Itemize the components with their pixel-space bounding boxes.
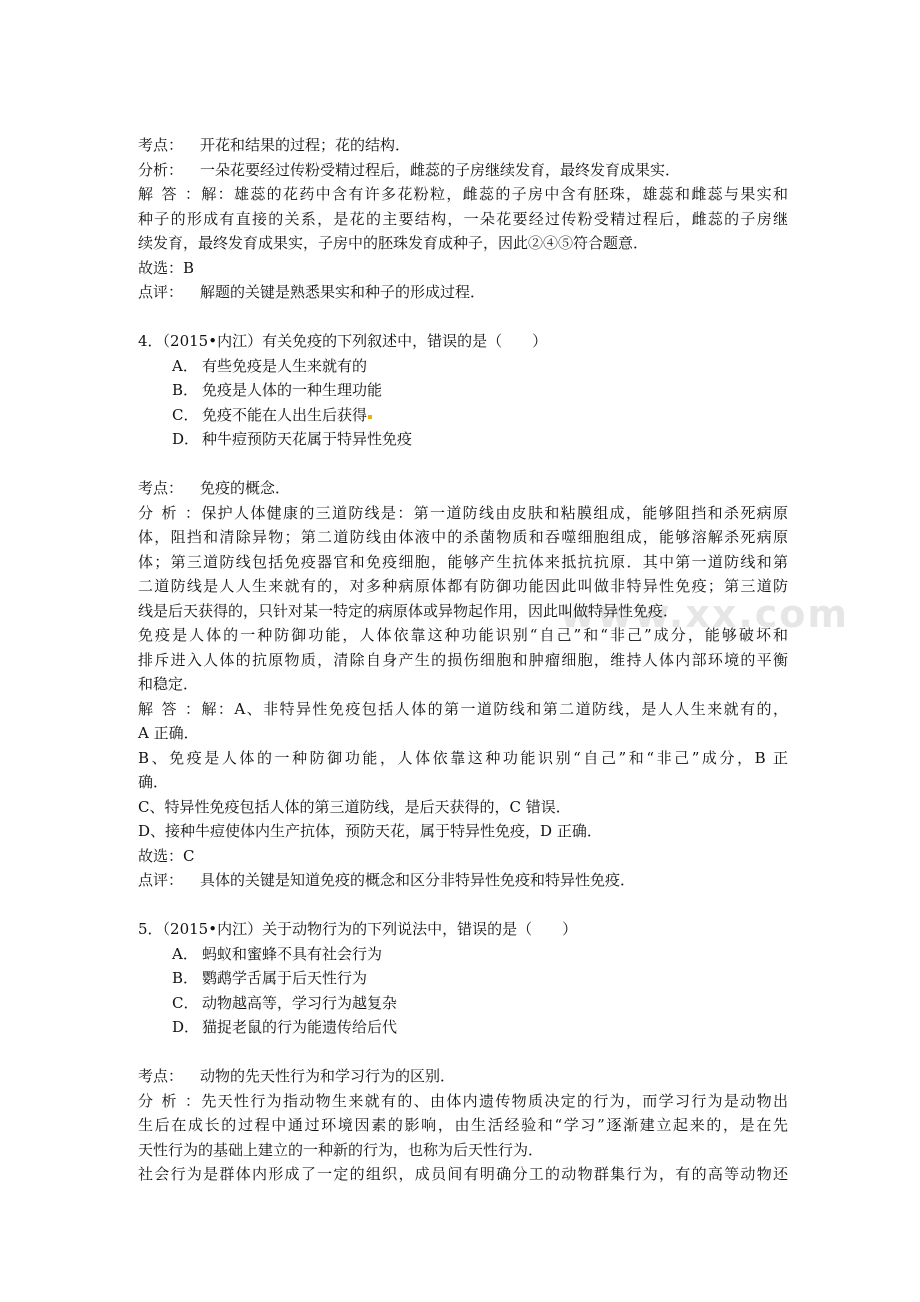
q5-option-d: D． 猫捉老鼠的行为能遗传给后代: [172, 1018, 398, 1036]
document-page: [138, 133, 788, 1187]
q5-option-a: A． 蚂蚁和蜜蜂不具有社会行为: [172, 944, 383, 963]
q5-fenxi-line: 生后在成长的过程中通过环境因素的影响，由生活经验和“学习”逐渐建立起来的，是在先: [138, 1116, 788, 1134]
q3-jieda-line: 种子的形成有直接的关系，是花的主要结构，一朵花要经过传粉受精过程后，雌蕊的子房继: [138, 209, 788, 228]
watermark: www.xx.com: [560, 592, 850, 636]
q5-option-b: B． 鹦鹉学舌属于后天性行为: [172, 969, 368, 987]
q3-dianping: 点评： 解题的关键是熟悉果实和种子的形成过程．: [138, 283, 486, 301]
q3-kaodian: 考点： 开花和结果的过程；花的结构．: [138, 136, 411, 154]
q5-fenxi-line: 社会行为是群体内形成了一定的组织，成员间有明确分工的动物群集行为，有的高等动物还: [138, 1165, 788, 1183]
q4-fenxi-line: 二道防线是人人生来就有的，对多种病原体都有防御功能因此叫做非特异性免疫；第三道防: [138, 577, 788, 595]
q3-jieda-line: 续发育，最终发育成果实，子房中的胚珠发育成种子，因此②④⑤符合题意．: [138, 234, 649, 252]
q4-fenxi-line: 和稳定．: [138, 675, 199, 693]
q5-kaodian: 考点： 动物的先天性行为和学习行为的区别．: [138, 1067, 456, 1085]
q4-jieda-line: B、免疫是人体的一种防御功能，人体依靠这种功能识别“自己”和“非己”成分，B 正: [138, 748, 788, 767]
q4-jieda-line: C、特异性免疫包括人体的第三道防线，是后天获得的，C 错误．: [138, 797, 571, 816]
q3-guxuan: 故选：B: [138, 258, 195, 277]
q5-fenxi-line: 天性行为的基础上建立的一种新的行为，也称为后天性行为．: [138, 1140, 544, 1159]
q3-jieda-line: 解答：解：雄蕊的花药中含有许多花粉粒，雌蕊的子房中含有胚珠，雄蕊和雌蕊与果实和: [138, 185, 788, 203]
q4-option-a: A． 有些免疫是人生来就有的: [172, 356, 368, 375]
q4-jieda-line: D、接种牛痘使体内生产抗体，预防天花，属于特异性免疫，D 正确．: [138, 822, 602, 840]
q4-dianping: 点评： 具体的关键是知道免疫的概念和区分非特异性免疫和特异性免疫．: [138, 871, 636, 889]
q4-fenxi-line: 线是后天获得的，只针对某一特定的病原体或异物起作用，因此叫做特异性免疫．: [138, 601, 679, 620]
q5-option-c: C． 动物越高等，学习行为越复杂: [172, 993, 398, 1012]
marker-dot-icon: [368, 415, 372, 419]
q3-fenxi: 分析： 一朵花要经过传粉受精过程后，雌蕊的子房继续发育，最终发育成果实．: [138, 160, 681, 179]
q4-fenxi-line: 体，阻挡和清除异物；第二道防线由体液中的杀菌物质和吞噬细胞组成，能够溶解杀死病原: [138, 528, 788, 546]
q5-stem: 5．（2015•内江）关于动物行为的下列说法中，错误的是（ ）: [138, 920, 578, 938]
q4-option-c: C． 免疫不能在人出生后获得: [138, 403, 788, 428]
q4-jieda-line: 解答：解：A、非特异性免疫包括人体的第一道防线和第二道防线，是人人生来就有的，: [138, 699, 788, 718]
q4-fenxi-line: 体；第三道防线包括免疫器官和免疫细胞，能够产生抗体来抵抗抗原．其中第一道防线和第: [138, 552, 788, 571]
q4-fenxi-line: 免疫是人体的一种防御功能，人体依靠这种功能识别“自己”和“非己”成分，能够破坏和: [138, 626, 788, 644]
q4-jieda-line: 确．: [138, 773, 169, 791]
q5-fenxi-line: 分析：先天性行为指动物生来就有的、由体内遗传物质决定的行为，而学习行为是动物出: [138, 1091, 788, 1110]
q4-fenxi-line: 排斥进入人体的抗原物质，清除自身产生的损伤细胞和肿瘤细胞，维持人体内部环境的平衡: [138, 650, 788, 669]
q4-jieda-line: A 正确．: [138, 724, 199, 742]
q4-guxuan: 故选：C: [138, 846, 195, 865]
q4-option-d: D． 种牛痘预防天花属于特异性免疫: [172, 430, 413, 448]
q4-kaodian: 考点： 免疫的概念．: [138, 479, 291, 497]
q4-option-b: B． 免疫是人体的一种生理功能: [172, 381, 383, 399]
q4-fenxi-line: 分析：保护人体健康的三道防线是：第一道防线由皮肤和粘膜组成，能够阻挡和杀死病原: [138, 503, 788, 522]
q4-stem: 4．（2015•内江）有关免疫的下列叙述中，错误的是（ ）: [138, 332, 548, 350]
